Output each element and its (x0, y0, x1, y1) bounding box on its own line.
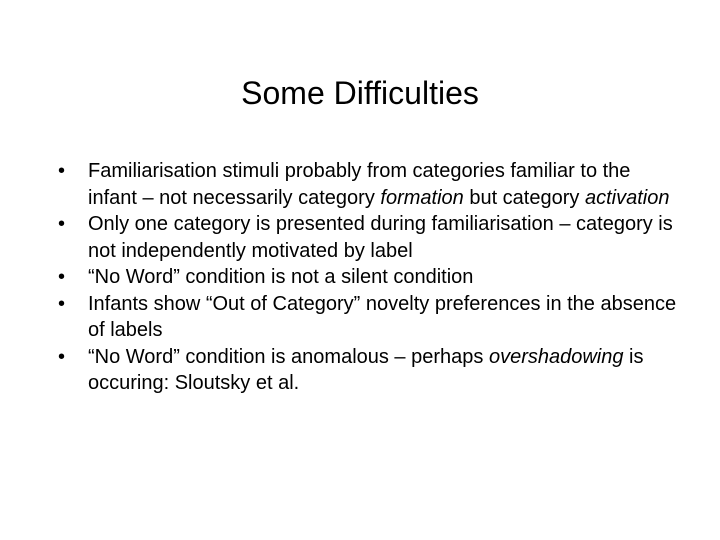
bullet-text-segment: but category (463, 186, 585, 209)
bullet-item (58, 291, 678, 344)
bullet-text-segment: Only one category is presented during familiarisation – category is not independently motivated by label (88, 213, 673, 262)
bullet-item (58, 344, 678, 397)
bullet-text-emphasis: formation (380, 186, 464, 209)
bullet-dot-icon: • (58, 266, 66, 288)
bullet-text-emphasis: overshadowing (488, 345, 624, 368)
bullet-text-segment: “No Word” condition is not a silent condition (88, 266, 474, 288)
bullet-dot-icon: • (58, 345, 66, 368)
bullet-dot-icon: • (58, 292, 66, 315)
bullet-dot-icon: • (58, 160, 66, 182)
bullet-item (58, 264, 678, 291)
bullet-list (58, 158, 678, 397)
bullet-dot-icon: • (58, 213, 66, 235)
bullet-text-segment: Familiarisation stimuli probably from categories familiar to the infant – not necessarily category (88, 160, 631, 209)
bullet-text-segment: is occuring: Sloutsky et al. (88, 345, 644, 394)
bullet-text-emphasis: activation (584, 186, 670, 209)
bullet-item (58, 158, 678, 211)
bullet-text-segment: Infants show “Out of Category” novelty preferences in the absence of labels (88, 292, 677, 341)
slide-title: Some Difficulties (241, 75, 479, 111)
bullet-item (58, 211, 678, 264)
bullet-text-segment: “No Word” condition is anomalous – perhaps (88, 345, 489, 368)
